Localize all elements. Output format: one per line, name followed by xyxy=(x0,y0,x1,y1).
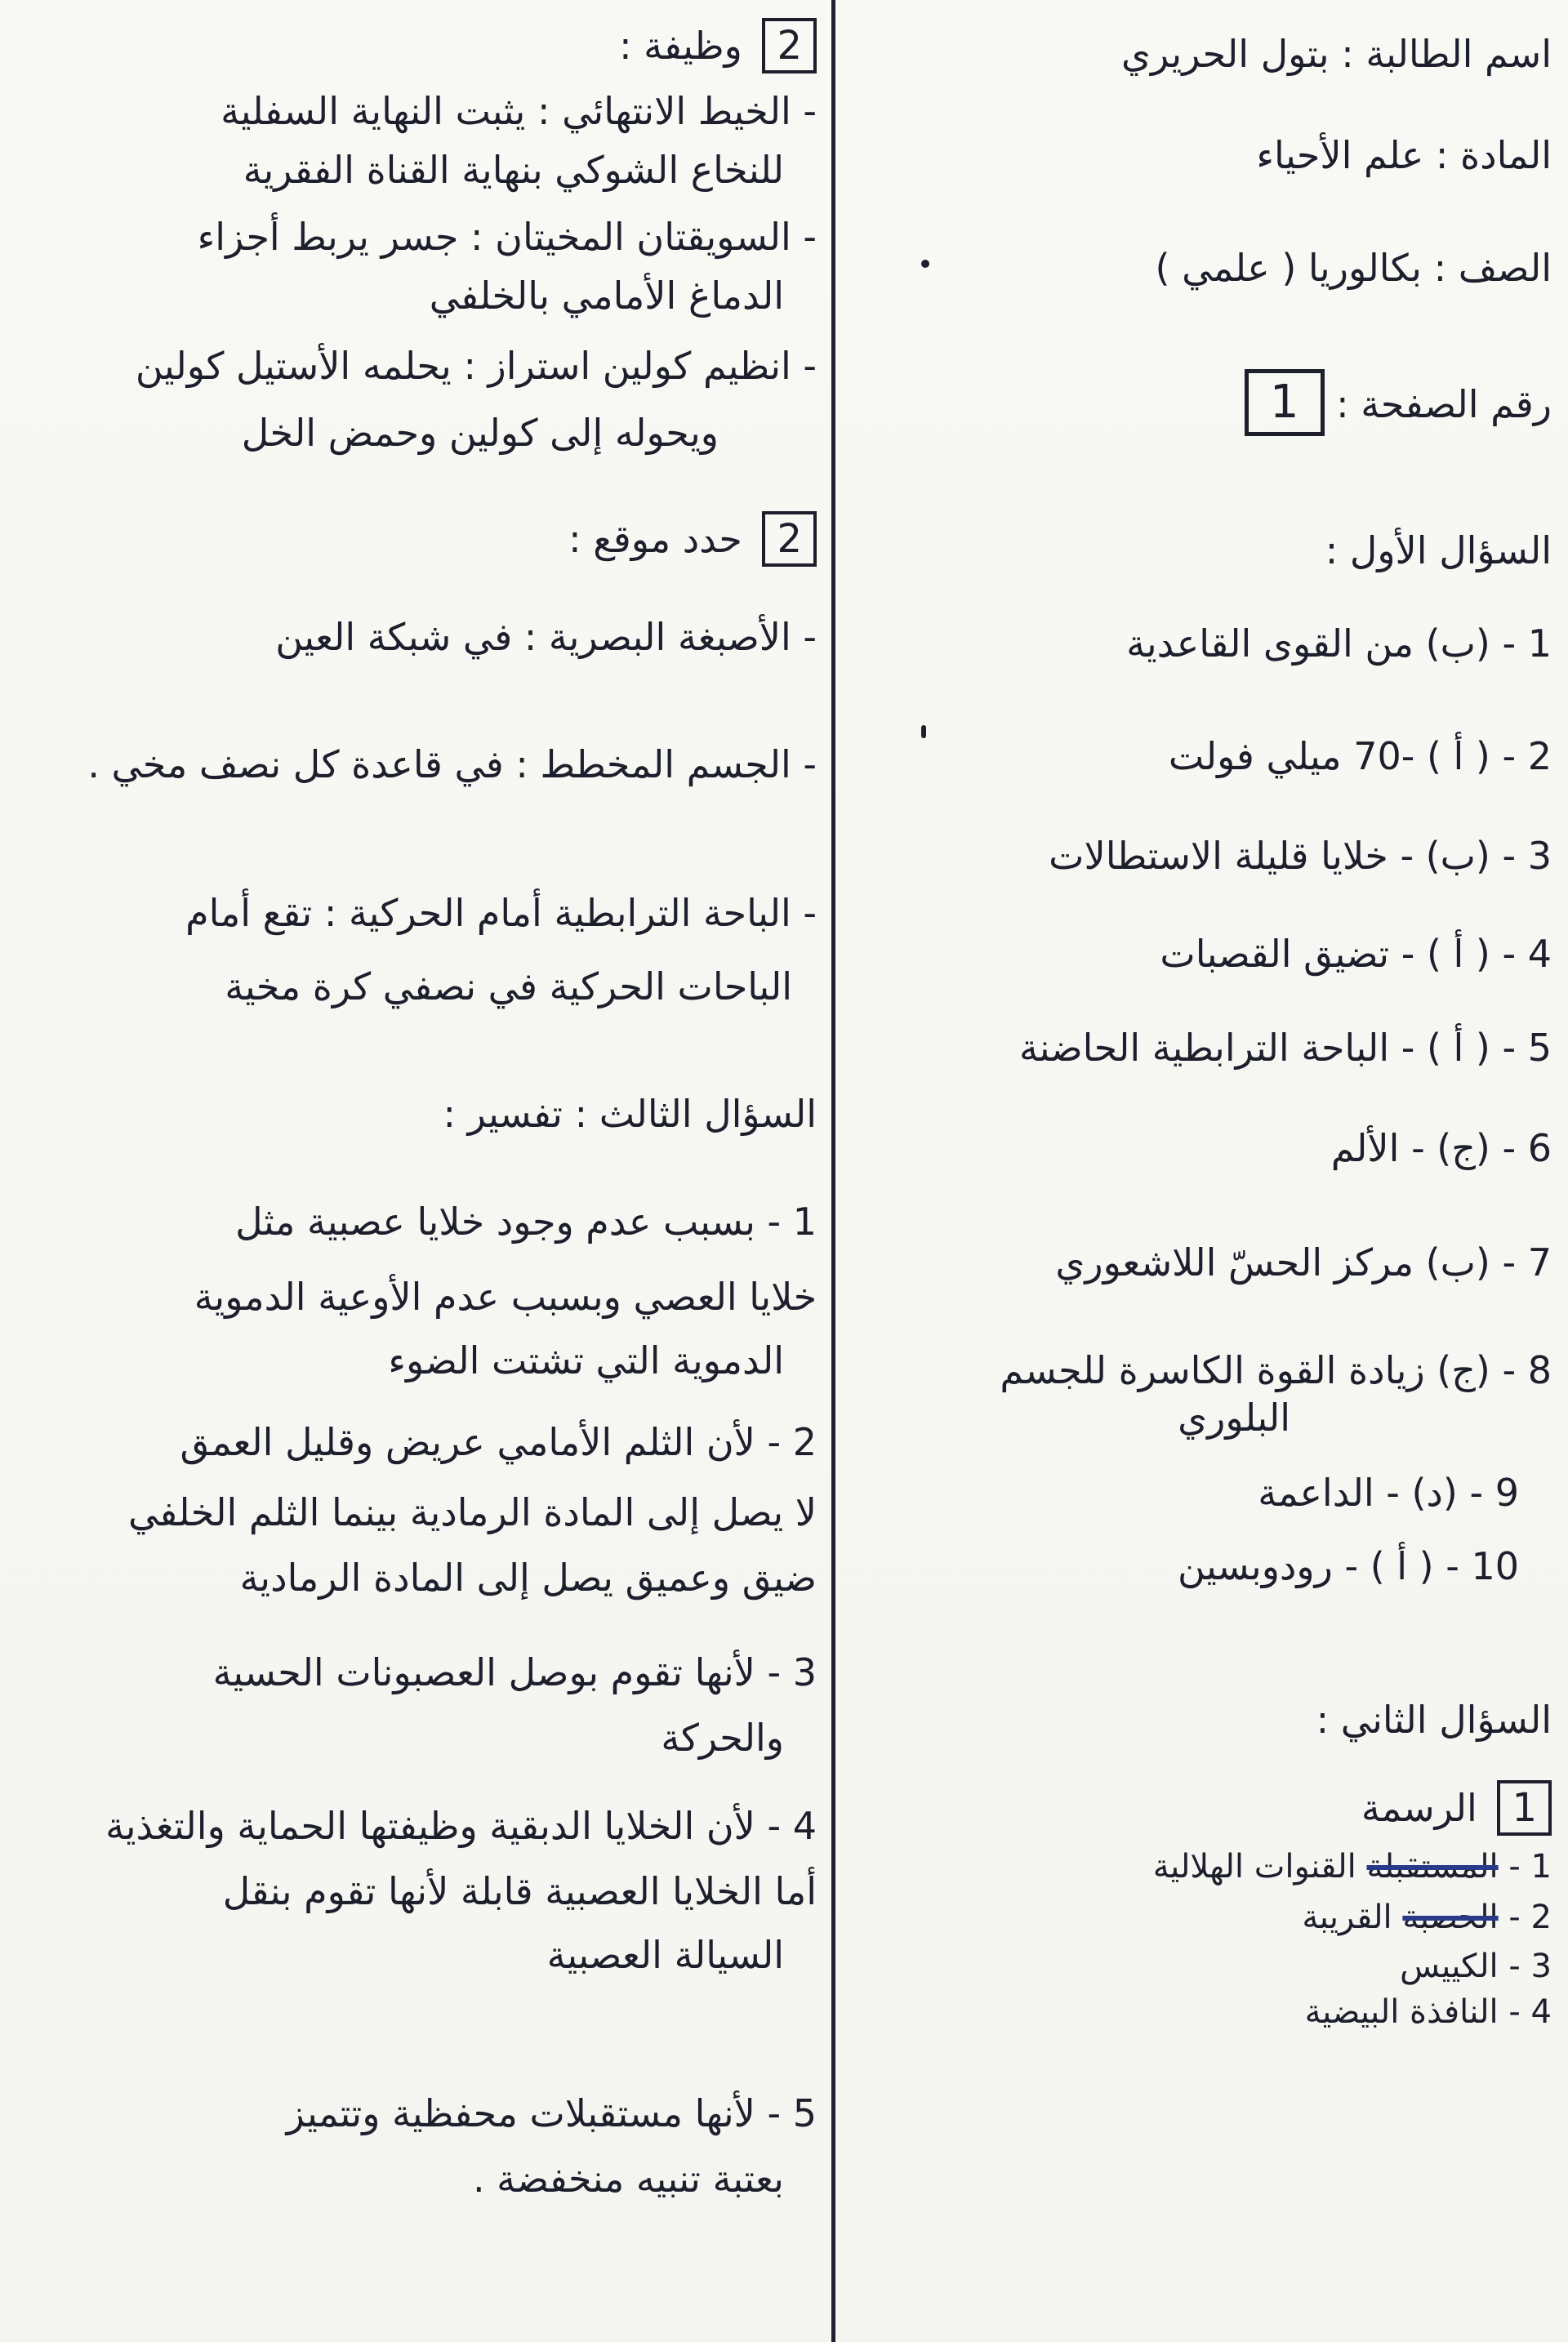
explanation-line: 2 - لأن الثلم الأمامي عريض وقليل العمق xyxy=(180,1420,817,1464)
q2-part3-heading xyxy=(568,511,817,567)
struck-word: المستقبلة xyxy=(1366,1848,1499,1886)
diagram-label-item: 3 - الكييس xyxy=(1400,1948,1552,1985)
q3-title: السؤال الثالث : تفسير : xyxy=(443,1092,817,1136)
explanation-line: ضيق وعميق يصل إلى المادة الرمادية xyxy=(239,1556,817,1600)
location-line: الباحات الحركية في نصفي كرة مخية xyxy=(225,964,792,1008)
q2-part1-heading xyxy=(1361,1780,1552,1836)
q2-part2-label: وظيفة : xyxy=(619,24,742,68)
page-label: رقم الصفحة : xyxy=(1336,382,1552,426)
q1-answer: 1 - (ب) من القوى القاعدية xyxy=(1126,621,1552,666)
explanation-line: لا يصل إلى المادة الرمادية بينما الثلم الخلفي xyxy=(127,1490,817,1534)
student-name: اسم الطالبة : بتول الحريري xyxy=(1121,32,1552,76)
q1-title: السؤال الأول : xyxy=(1325,528,1552,572)
explanation-line: الدموية التي تشتت الضوء xyxy=(388,1338,784,1382)
q2-part3-number: 2 xyxy=(762,511,817,567)
q1-answer-continued: البلوري xyxy=(1178,1396,1290,1440)
function-line: - انظيم كولين استراز : يحلمه الأستيل كولين xyxy=(135,344,817,388)
q1-answer: 4 - ( أ ) - تضيق القصبات xyxy=(1160,932,1552,976)
diagram-label-item: 4 - النافذة البيضية xyxy=(1304,1993,1552,2031)
location-line: - الباحة الترابطية أمام الحركية : تقع أمام xyxy=(185,891,817,935)
explanation-line: 3 - لأنها تقوم بوصل العصبونات الحسية xyxy=(212,1650,817,1694)
struck-word: الحصبة xyxy=(1402,1899,1499,1936)
q1-answer: 5 - ( أ ) - الباحة الترابطية الحاضنة xyxy=(1019,1026,1552,1070)
function-line: - السويقتان المخيتان : جسر يربط أجزاء xyxy=(197,215,817,259)
explanation-line: بعتبة تنبيه منخفضة . xyxy=(472,2157,784,2201)
page-number-box: 1 xyxy=(1245,369,1325,436)
explanation-line: أما الخلايا العصبية قابلة لأنها تقوم بنقل xyxy=(222,1869,817,1913)
q2-part1-label: الرسمة xyxy=(1361,1786,1477,1830)
function-line: - الخيط الانتهائي : يثبت النهاية السفلية xyxy=(220,89,817,133)
explanation-line: السيالة العصبية xyxy=(546,1933,784,1977)
function-line: ويحوله إلى كولين وحمض الخل xyxy=(241,411,719,455)
explanation-line: خلايا العصي وبسبب عدم الأوعية الدموية xyxy=(194,1275,817,1319)
q1-answer: 8 - (ج) زيادة القوة الكاسرة للجسم xyxy=(1000,1348,1552,1392)
ink-mark xyxy=(921,725,926,738)
q2-title: السؤال الثاني : xyxy=(1316,1698,1552,1742)
q2-part2-heading xyxy=(619,18,817,73)
column-divider xyxy=(831,0,835,2342)
explanation-line: والحركة xyxy=(661,1716,784,1760)
q1-answer: 6 - (ج) - الألم xyxy=(1330,1126,1552,1170)
function-line: للنخاع الشوكي بنهاية القناة الفقرية xyxy=(243,148,784,192)
ink-dot xyxy=(921,260,929,268)
q1-answer: 3 - (ب) - خلايا قليلة الاستطالات xyxy=(1049,834,1552,878)
explanation-line: 5 - لأنها مستقبلات محفظية وتتميز xyxy=(286,2091,817,2135)
function-line: الدماغ الأمامي بالخلفي xyxy=(429,274,784,318)
explanation-line: 1 - بسبب عدم وجود خلايا عصبية مثل xyxy=(235,1200,817,1244)
q1-answer: 10 - ( أ ) - رودوبسين xyxy=(1177,1544,1519,1588)
right-column xyxy=(849,0,1552,2342)
q1-answer: 7 - (ب) مركز الحسّ اللاشعوري xyxy=(1055,1240,1552,1285)
diagram-label-item: 2 - الحصبة القريبة xyxy=(1302,1899,1552,1936)
q2-part2-number: 2 xyxy=(762,18,817,73)
page-number-row xyxy=(1212,369,1552,436)
q2-part1-number: 1 xyxy=(1497,1780,1552,1836)
diagram-label-item: 1 - المستقبلة القنوات الهلالية xyxy=(1152,1848,1552,1886)
grade-line: الصف : بكالوريا ( علمي ) xyxy=(1155,246,1552,290)
q1-answer: 9 - (د) - الداعمة xyxy=(1258,1471,1519,1515)
location-line: - الأصبغة البصرية : في شبكة العين xyxy=(275,615,817,659)
q2-part3-label: حدد موقع : xyxy=(568,517,742,561)
subject-line: المادة : علم الأحياء xyxy=(1256,133,1552,177)
q1-answer: 2 - ( أ ) -70 ميلي فولت xyxy=(1168,734,1552,778)
explanation-line: 4 - لأن الخلايا الدبقية وظيفتها الحماية والتغذية xyxy=(105,1804,817,1848)
location-line: - الجسم المخطط : في قاعدة كل نصف مخي . xyxy=(87,742,817,786)
